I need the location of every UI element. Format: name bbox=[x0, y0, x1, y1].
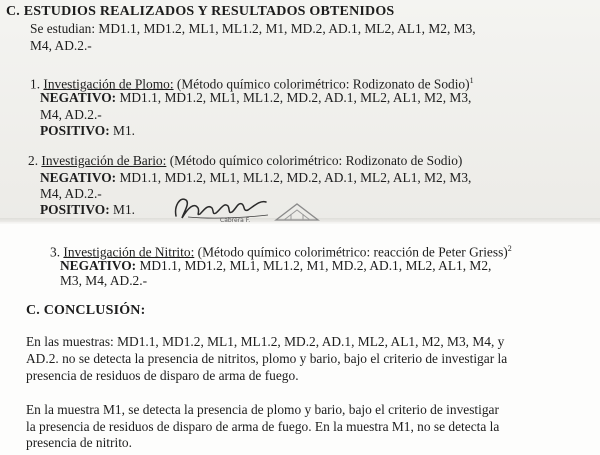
stamp-text: Cabrera F. bbox=[220, 217, 251, 224]
nitrito-title-text: Investigación de Nitrito: bbox=[63, 244, 195, 260]
nitrito-number: 3. bbox=[50, 244, 64, 260]
plomo-negative-line1 bbox=[40, 90, 471, 106]
plomo-negative-line2: M4, AD.2.- bbox=[40, 107, 102, 122]
plomo-title-text: Investigación de Plomo: bbox=[43, 76, 174, 92]
nitrito-method: (Método químico colorimétrico: reacción de Peter Griess) bbox=[194, 244, 508, 260]
nitrito-footnote: 2 bbox=[507, 244, 512, 253]
plomo-positive-line bbox=[40, 123, 135, 139]
bario-negative-line2: M4, AD.2.- bbox=[40, 186, 102, 201]
section-heading: C. ESTUDIOS REALIZADOS Y RESULTADOS OBTENIDOS bbox=[6, 4, 395, 19]
studied-samples-line1: Se estudian: MD1.1, MD1.2, ML1, ML1.2, M1, MD.2, AD.1, ML2, AL1, M2, M3, bbox=[30, 21, 476, 36]
nitrito-negative-values: MD1.1, MD1.2, ML1, ML1.2, M1, MD.2, AD.1, ML2, AL1, M2, bbox=[136, 258, 492, 273]
bario-title-text: Investigación de Bario: bbox=[41, 153, 167, 168]
bario-negative-line1 bbox=[40, 170, 471, 186]
bario-positive-label: POSITIVO: bbox=[40, 202, 110, 217]
plomo-negative-values: MD1.1, MD1.2, ML1, ML1.2, MD.2, AD.1, ML2, AL1, M2, M3, bbox=[116, 90, 472, 105]
conclusion-p2-line2: la presencia de residuos de disparo de arma de fuego. En la muestra M1, no se detecta la bbox=[26, 419, 500, 434]
conclusion-p2-line3: presencia de nitrito. bbox=[26, 435, 132, 450]
conclusion-heading: C. CONCLUSIÓN: bbox=[26, 303, 146, 318]
bario-negative-values: MD1.1, MD1.2, ML1, ML1.2, MD.2, AD.1, ML2, AL1, M2, M3, bbox=[116, 170, 472, 185]
plomo-number: 1. bbox=[30, 76, 44, 92]
bario-negative-label: NEGATIVO: bbox=[40, 170, 117, 185]
conclusion-p1-line1: En las muestras: MD1.1, MD1.2, ML1, ML1.2, MD.2, AD.1, ML2, AL1, M2, M3, M4, y bbox=[26, 334, 505, 349]
institution-seal-icon bbox=[272, 200, 322, 222]
nitrito-negative-line2: M3, M4, AD.2.- bbox=[60, 273, 148, 288]
plomo-method: (Método químico colorimétrico: Rodizonato de Sodio) bbox=[173, 76, 470, 92]
bario-number: 2. bbox=[28, 153, 42, 168]
nitrito-negative-line1 bbox=[60, 258, 491, 274]
conclusion-p1-line3: presencia de residuos de disparo de arma de fuego. bbox=[26, 368, 299, 383]
conclusion-p1-line2: AD.2. no se detecta la presencia de nitritos, plomo y bario, bajo el criterio de investigar la bbox=[26, 351, 508, 366]
conclusion-p2-line1: En la muestra M1, se detecta la presencia de plomo y bario, bajo el criterio de investigar bbox=[26, 402, 499, 417]
bario-positive-value: M1. bbox=[109, 202, 135, 217]
nitrito-negative-label: NEGATIVO: bbox=[60, 258, 137, 273]
plomo-footnote: 1 bbox=[469, 76, 474, 85]
bario-title bbox=[28, 153, 462, 169]
bario-method: (Método químico colorimétrico: Rodizonato de Sodio) bbox=[166, 153, 463, 168]
plomo-positive-value: M1. bbox=[109, 123, 135, 138]
bario-positive-line bbox=[40, 202, 135, 218]
studied-samples-line2: M4, AD.2.- bbox=[30, 38, 92, 53]
plomo-positive-label: POSITIVO: bbox=[40, 123, 110, 138]
plomo-negative-label: NEGATIVO: bbox=[40, 90, 117, 105]
